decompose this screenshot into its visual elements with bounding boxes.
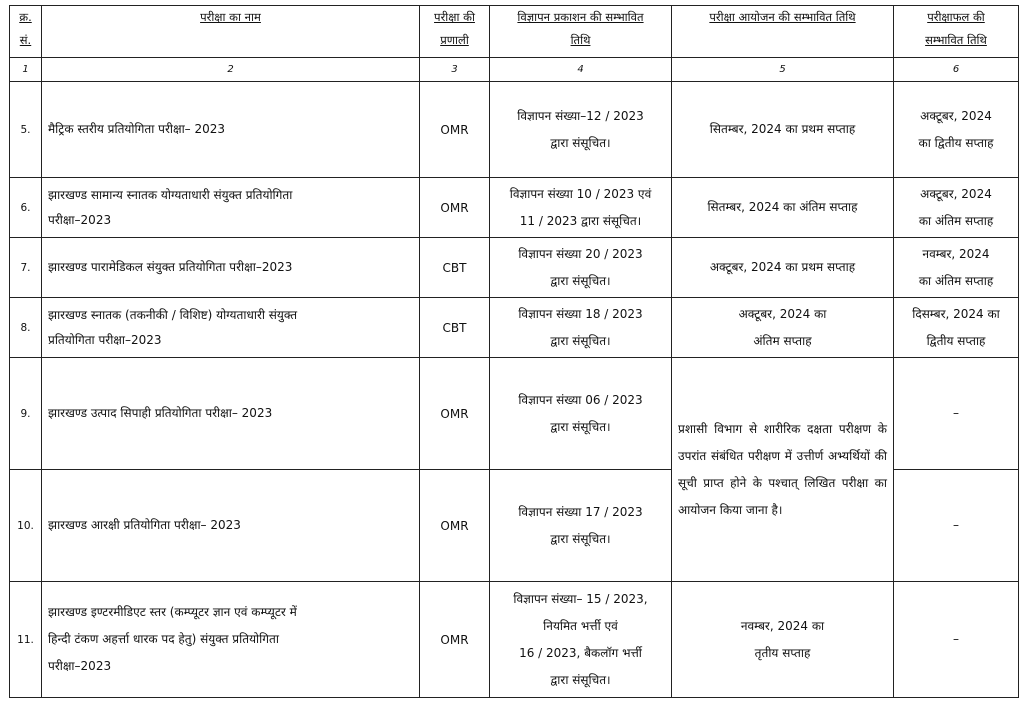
header-advertisement-date: विज्ञापन प्रकाशन की सम्भावित तिथि (490, 6, 672, 58)
header-exam-name: परीक्षा का नाम (42, 6, 420, 58)
exam-mode: OMR (420, 582, 490, 698)
advertisement-info: विज्ञापन संख्या– 15 / 2023, नियमित भर्त्ती एवं 16 / 2023, बैकलॉग भर्त्ती द्वारा संसूचित। (490, 582, 672, 698)
table-row (10, 82, 1019, 178)
exam-date: सितम्बर, 2024 का अंतिम सप्ताह (672, 178, 894, 238)
exam-name: झारखण्ड स्नातक (तकनीकी / विशिष्ट) योग्यताधारी संयुक्त प्रतियोगिता परीक्षा–2023 (42, 298, 420, 358)
column-number: 4 (490, 58, 672, 82)
advertisement-info: विज्ञापन संख्या 17 / 2023 द्वारा संसूचित। (490, 470, 672, 582)
exam-mode: CBT (420, 298, 490, 358)
exam-mode: OMR (420, 178, 490, 238)
serial-number: 8. (10, 298, 42, 358)
result-date: – (894, 582, 1019, 698)
exam-mode: CBT (420, 238, 490, 298)
column-number: 5 (672, 58, 894, 82)
result-date: दिसम्बर, 2024 का द्वितीय सप्ताह (894, 298, 1019, 358)
exam-name: झारखण्ड पारामेडिकल संयुक्त प्रतियोगिता परीक्षा–2023 (42, 238, 420, 298)
serial-number: 9. (10, 358, 42, 470)
header-row (10, 6, 1019, 58)
exam-mode: OMR (420, 470, 490, 582)
merged-exam-date-note: प्रशासी विभाग से शारीरिक दक्षता परीक्षण के उपरांत संबंधित परीक्षण में उत्तीर्ण अभ्यर्थियों की सूची प्राप्त होने के पश्चात् लिखित परीक्षा का आयोजन किया जाना है। (672, 358, 894, 582)
exam-mode: OMR (420, 82, 490, 178)
table-row (10, 238, 1019, 298)
exam-name: झारखण्ड आरक्षी प्रतियोगिता परीक्षा– 2023 (42, 470, 420, 582)
header-exam-mode: परीक्षा की प्रणाली (420, 6, 490, 58)
result-date: नवम्बर, 2024 का अंतिम सप्ताह (894, 238, 1019, 298)
serial-number: 5. (10, 82, 42, 178)
table-row (10, 298, 1019, 358)
header-result-date: परीक्षाफल की सम्भावित तिथि (894, 6, 1019, 58)
exam-name: मैट्रिक स्तरीय प्रतियोगिता परीक्षा– 2023 (42, 82, 420, 178)
header-serial: क्र. सं. (10, 6, 42, 58)
exam-name: झारखण्ड उत्पाद सिपाही प्रतियोगिता परीक्षा– 2023 (42, 358, 420, 470)
column-number: 2 (42, 58, 420, 82)
serial-number: 10. (10, 470, 42, 582)
exam-date: अक्टूबर, 2024 का प्रथम सप्ताह (672, 238, 894, 298)
exam-name: झारखण्ड सामान्य स्नातक योग्यताधारी संयुक्त प्रतियोगिता परीक्षा–2023 (42, 178, 420, 238)
exam-date: नवम्बर, 2024 का तृतीय सप्ताह (672, 582, 894, 698)
table-row (10, 178, 1019, 238)
serial-number: 11. (10, 582, 42, 698)
advertisement-info: विज्ञापन संख्या 18 / 2023 द्वारा संसूचित। (490, 298, 672, 358)
serial-number: 6. (10, 178, 42, 238)
exam-date: अक्टूबर, 2024 का अंतिम सप्ताह (672, 298, 894, 358)
exam-mode: OMR (420, 358, 490, 470)
header-exam-date: परीक्षा आयोजन की सम्भावित तिथि (672, 6, 894, 58)
table-row (10, 358, 1019, 470)
result-date: – (894, 470, 1019, 582)
result-date: अक्टूबर, 2024 का द्वितीय सप्ताह (894, 82, 1019, 178)
column-number: 6 (894, 58, 1019, 82)
advertisement-info: विज्ञापन संख्या 10 / 2023 एवं 11 / 2023 द्वारा संसूचित। (490, 178, 672, 238)
advertisement-info: विज्ञापन संख्या 06 / 2023 द्वारा संसूचित। (490, 358, 672, 470)
column-number: 3 (420, 58, 490, 82)
exam-date: सितम्बर, 2024 का प्रथम सप्ताह (672, 82, 894, 178)
column-number-row (10, 58, 1019, 82)
result-date: अक्टूबर, 2024 का अंतिम सप्ताह (894, 178, 1019, 238)
serial-number: 7. (10, 238, 42, 298)
exam-name: झारखण्ड इण्टरमीडिएट स्तर (कम्प्यूटर ज्ञान एवं कम्प्यूटर में हिन्दी टंकण अहर्त्ता धारक पद हेतु) संयुक्त प्रतियोगिता परीक्षा–2023 (42, 582, 420, 698)
exam-schedule-table (9, 5, 1019, 698)
column-number: 1 (10, 58, 42, 82)
result-date: – (894, 358, 1019, 470)
advertisement-info: विज्ञापन संख्या 20 / 2023 द्वारा संसूचित। (490, 238, 672, 298)
table-row (10, 582, 1019, 698)
advertisement-info: विज्ञापन संख्या–12 / 2023 द्वारा संसूचित। (490, 82, 672, 178)
